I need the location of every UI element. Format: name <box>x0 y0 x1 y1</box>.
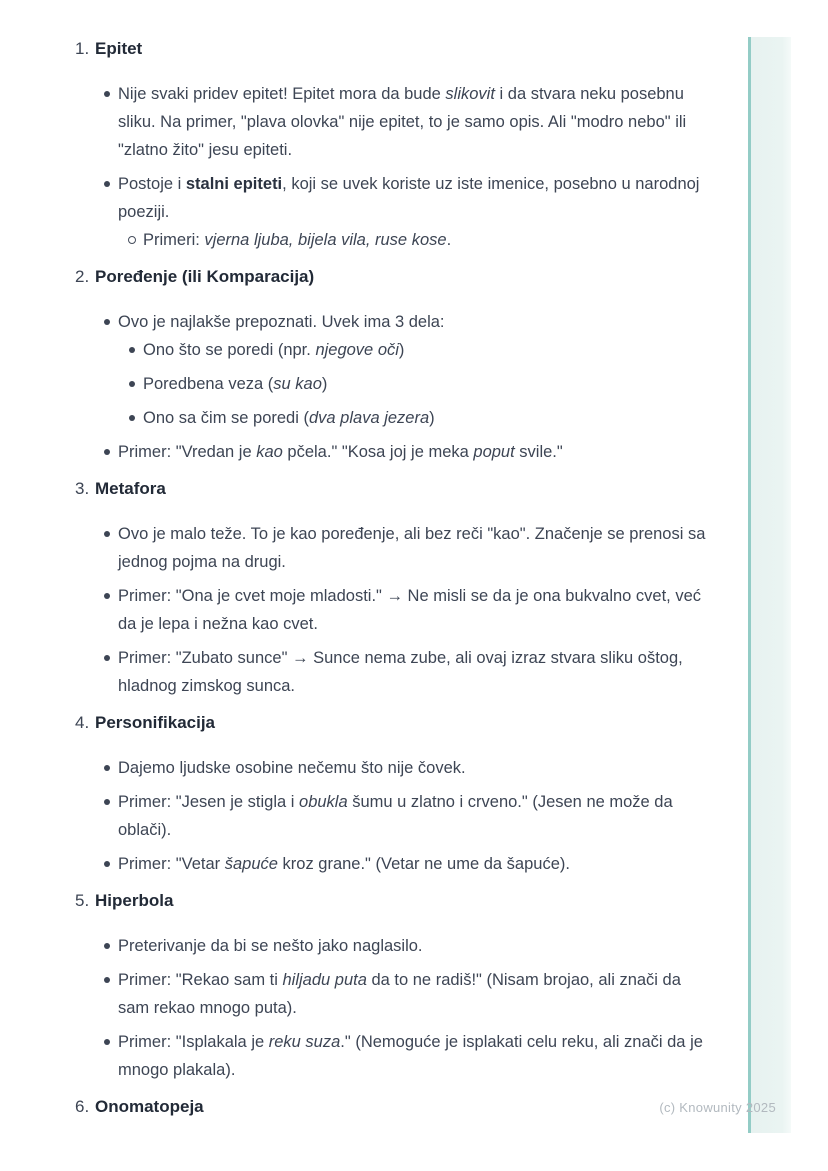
bullet-list <box>75 520 715 700</box>
italic-text: obukla <box>299 793 348 811</box>
text-run: . <box>446 231 452 249</box>
bullet-icon <box>104 449 110 455</box>
section-heading <box>75 710 715 736</box>
text-run: Primer: "Ona je cvet moje mladosti." → Ne misli se da je ona bukvalno cvet, već da je lepa i nežna kao cvet. <box>118 587 702 633</box>
list-item <box>118 644 715 700</box>
list-item-text <box>118 525 705 571</box>
section-number: 6. <box>75 1097 90 1116</box>
bullet-icon <box>129 381 135 387</box>
text-run: Dajemo ljudske osobine nečemu što nije čovek. <box>118 759 466 777</box>
bullet-icon <box>104 593 110 599</box>
section-number: 5. <box>75 891 90 910</box>
list-item-text <box>118 443 563 461</box>
text-run: Primeri: <box>143 231 205 249</box>
list-item <box>118 438 715 466</box>
list-item-text <box>118 855 570 873</box>
bullet-icon <box>104 181 110 187</box>
italic-text: reku suza <box>268 1033 341 1051</box>
list-item-text <box>143 409 435 427</box>
text-run: i da stvara neku posebnu sliku. Na primer, "plava olovka" nije epitet, to je samo opis. Ali "modro nebo" ili "zlatno žito" jesu epiteti. <box>118 85 687 159</box>
section-3 <box>75 476 715 700</box>
italic-text: hiljadu puta <box>282 971 367 989</box>
bullet-icon <box>104 655 110 661</box>
copyright-footer: (c) Knowunity 2025 <box>659 1100 776 1115</box>
text-run: , koji se uvek koriste uz iste imenice, posebno u narodnoj poeziji. <box>118 175 700 221</box>
italic-text: slikovit <box>445 85 495 103</box>
bullet-icon <box>104 531 110 537</box>
text-run: ." (Nemoguće je isplakati celu reku, ali znači da je mnogo plakala). <box>118 1033 703 1079</box>
text-run: ) <box>398 341 405 359</box>
section-4 <box>75 710 715 878</box>
italic-text: vjerna ljuba, bijela vila, ruse kose <box>204 231 447 249</box>
bullet-icon <box>104 1039 110 1045</box>
list-item-text <box>118 759 466 777</box>
section-title: Hiperbola <box>95 891 174 910</box>
bullet-icon <box>104 319 110 325</box>
bullet-icon <box>129 415 135 421</box>
list-item-text <box>118 587 701 633</box>
list-item-text <box>118 85 686 159</box>
text-run: Postoje i <box>118 175 186 193</box>
list-item <box>143 370 715 398</box>
list-item <box>118 932 715 960</box>
circle-bullet-icon <box>128 236 136 244</box>
text-run: Primer: "Vredan je <box>118 443 257 461</box>
text-run: Primer: "Rekao sam ti <box>118 971 283 989</box>
text-run: Nije svaki pridev epitet! Epitet mora da bude <box>118 85 446 103</box>
text-run: Ovo je najlakše prepoznati. Uvek ima 3 dela: <box>118 313 445 331</box>
list-item-text <box>118 313 445 331</box>
bullet-icon <box>104 799 110 805</box>
list-item <box>118 1028 715 1084</box>
bullet-icon <box>104 943 110 949</box>
text-run: Poredbena veza ( <box>143 375 274 393</box>
bullet-list <box>75 308 715 466</box>
text-run: Primer: "Zubato sunce" → Sunce nema zube, ali ovaj izraz stvara sliku oštog, hladnog zimskog sunca. <box>118 649 683 695</box>
list-item <box>118 520 715 576</box>
bullet-list <box>75 932 715 1084</box>
italic-text: kao <box>256 443 283 461</box>
text-run: da to ne radiš!" (Nisam brojao, ali znači da sam rekao mnogo puta). <box>118 971 681 1017</box>
bullet-icon <box>104 765 110 771</box>
section-title: Epitet <box>95 39 143 58</box>
bullet-icon <box>104 91 110 97</box>
text-run: šumu u zlatno i crveno." (Jesen ne može da oblači). <box>118 793 673 839</box>
section-title: Poređenje (ili Komparacija) <box>95 267 315 286</box>
list-item-text <box>143 341 404 359</box>
list-item <box>118 308 715 432</box>
bullet-list <box>75 754 715 878</box>
section-6 <box>75 1094 715 1120</box>
italic-text: su kao <box>273 375 322 393</box>
section-heading <box>75 264 715 290</box>
text-run: Preterivanje da bi se nešto jako naglasilo. <box>118 937 423 955</box>
note-content <box>75 36 715 1138</box>
list-item <box>118 80 715 164</box>
list-item-text <box>143 231 451 249</box>
list-item <box>118 788 715 844</box>
list-item-text <box>143 375 327 393</box>
bullet-icon <box>129 347 135 353</box>
list-item-text <box>118 649 683 695</box>
text-run: Ono sa čim se poredi ( <box>143 409 309 427</box>
text-run: Ono što se poredi (npr. <box>143 341 316 359</box>
list-item <box>118 754 715 782</box>
section-number: 1. <box>75 39 90 58</box>
bold-text: stalni epiteti <box>185 175 283 193</box>
accent-bar <box>748 37 791 1133</box>
text-run: ) <box>429 409 435 427</box>
section-heading <box>75 888 715 914</box>
section-heading <box>75 476 715 502</box>
section-1 <box>75 36 715 254</box>
text-run: Primer: "Jesen je stigla i <box>118 793 300 811</box>
section-5 <box>75 888 715 1084</box>
list-item-text <box>118 793 673 839</box>
list-item-text <box>118 1033 703 1079</box>
section-number: 4. <box>75 713 90 732</box>
list-item <box>118 850 715 878</box>
section-2 <box>75 264 715 466</box>
list-item-text <box>118 937 423 955</box>
bullet-icon <box>104 977 110 983</box>
text-run: pčela." "Kosa joj je meka <box>282 443 474 461</box>
italic-text: dva plava jezera <box>308 409 430 427</box>
text-run: kroz grane." (Vetar ne ume da šapuće). <box>277 855 570 873</box>
bullet-list <box>118 336 715 432</box>
bullet-list <box>118 226 715 254</box>
text-run: svile." <box>514 443 563 461</box>
section-heading <box>75 1094 715 1120</box>
list-item <box>118 582 715 638</box>
text-run: ) <box>321 375 328 393</box>
bullet-icon <box>104 861 110 867</box>
italic-text: šapuće <box>224 855 278 873</box>
list-item-text <box>118 175 699 221</box>
list-item <box>143 336 715 364</box>
list-item-text <box>118 971 681 1017</box>
italic-text: njegove oči <box>315 341 399 359</box>
section-title: Onomatopeja <box>95 1097 204 1116</box>
text-run: Primer: "Vetar <box>118 855 225 873</box>
list-item <box>143 226 715 254</box>
section-number: 3. <box>75 479 90 498</box>
section-title: Metafora <box>95 479 166 498</box>
bullet-list <box>75 80 715 254</box>
text-run: Ovo je malo teže. To je kao poređenje, ali bez reči "kao". Značenje se prenosi sa jednog pojma na drugi. <box>118 525 706 571</box>
section-number: 2. <box>75 267 90 286</box>
list-item <box>118 170 715 254</box>
list-item <box>143 404 715 432</box>
list-item <box>118 966 715 1022</box>
text-run: Primer: "Isplakala je <box>118 1033 269 1051</box>
italic-text: poput <box>473 443 515 461</box>
section-heading <box>75 36 715 62</box>
section-title: Personifikacija <box>95 713 216 732</box>
